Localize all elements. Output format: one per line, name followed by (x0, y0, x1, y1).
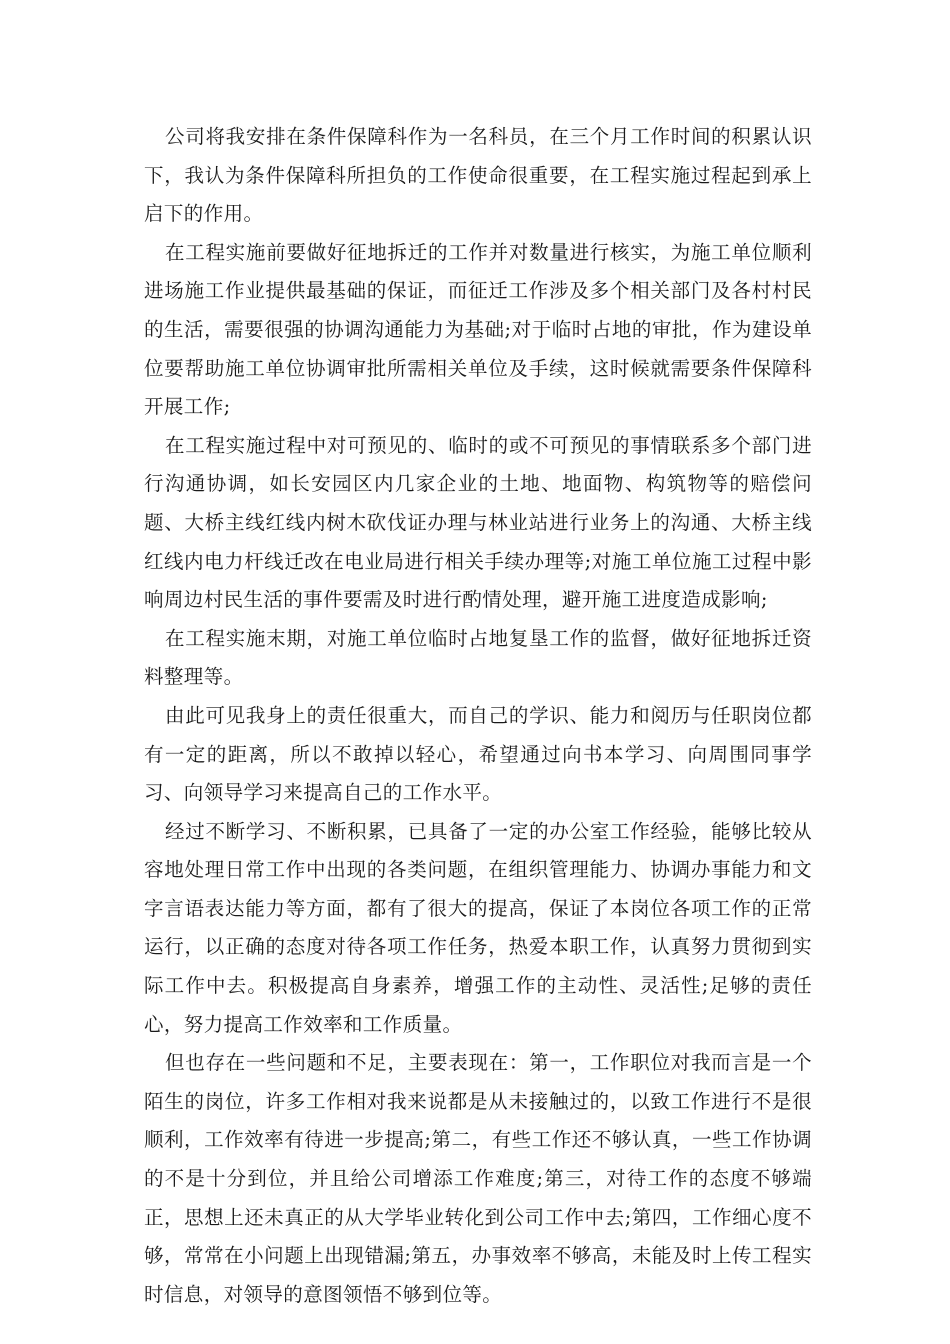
paragraph-2: 在工程实施前要做好征地拆迁的工作并对数量进行核实，为施工单位顺利进场施工作业提供最基础的保证，而征迁工作涉及多个相关部门及各村村民的生活，需要很强的协调沟通能力为基础;对于临时占地的审批，作为建设单位要帮助施工单位协调审批所需相关单位及手续，这时候就需要条件保障科开展工作; (144, 240, 812, 419)
paragraph-3: 在工程实施过程中对可预见的、临时的或不可预见的事情联系多个部门进行沟通协调，如长安园区内几家企业的土地、地面物、构筑物等的赔偿问题、大桥主线红线内树木砍伐证办理与林业站进行业务上的沟通、大桥主线红线内电力杆线迁改在电业局进行相关手续办理等;对施工单位施工过程中影响周边村民生活的事件要需及时进行酌情处理，避开施工进度造成影响; (144, 433, 812, 612)
paragraph-6: 经过不断学习、不断积累，已具备了一定的办公室工作经验，能够比较从容地处理日常工作中出现的各类问题，在组织管理能力、协调办事能力和文字言语表达能力等方面，都有了很大的提高，保证了本岗位各项工作的正常运行，以正确的态度对待各项工作任务，热爱本职工作，认真努力贯彻到实际工作中去。积极提高自身素养，增强工作的主动性、灵活性;足够的责任心，努力提高工作效率和工作质量。 (144, 819, 812, 1036)
paragraph-1: 公司将我安排在条件保障科作为一名科员，在三个月工作时间的积累认识下，我认为条件保障科所担负的工作使命很重要，在工程实施过程起到承上启下的作用。 (144, 125, 812, 226)
paragraph-4: 在工程实施末期，对施工单位临时占地复垦工作的监督，做好征地拆迁资料整理等。 (144, 626, 812, 689)
paragraph-7: 但也存在一些问题和不足，主要表现在：第一，工作职位对我而言是一个陌生的岗位，许多工作相对我来说都是从未接触过的，以致工作进行不是很顺利，工作效率有待进一步提高;第二，有些工作还不够认真，一些工作协调的不是十分到位，并且给公司增添工作难度;第三，对待工作的态度不够端正，思想上还未真正的从大学毕业转化到公司工作中去;第四，工作细心度不够，常常在小问题上出现错漏;第五，办事效率不够高，未能及时上传工程实时信息，对领导的意图领悟不够到位等。 (144, 1051, 812, 1306)
paragraph-5: 由此可见我身上的责任很重大，而自己的学识、能力和阅历与任职岗位都有一定的距离，所以不敢掉以轻心，希望通过向书本学习、向周围同事学习、向领导学习来提高自己的工作水平。 (144, 703, 812, 805)
document-body (144, 118, 812, 1314)
